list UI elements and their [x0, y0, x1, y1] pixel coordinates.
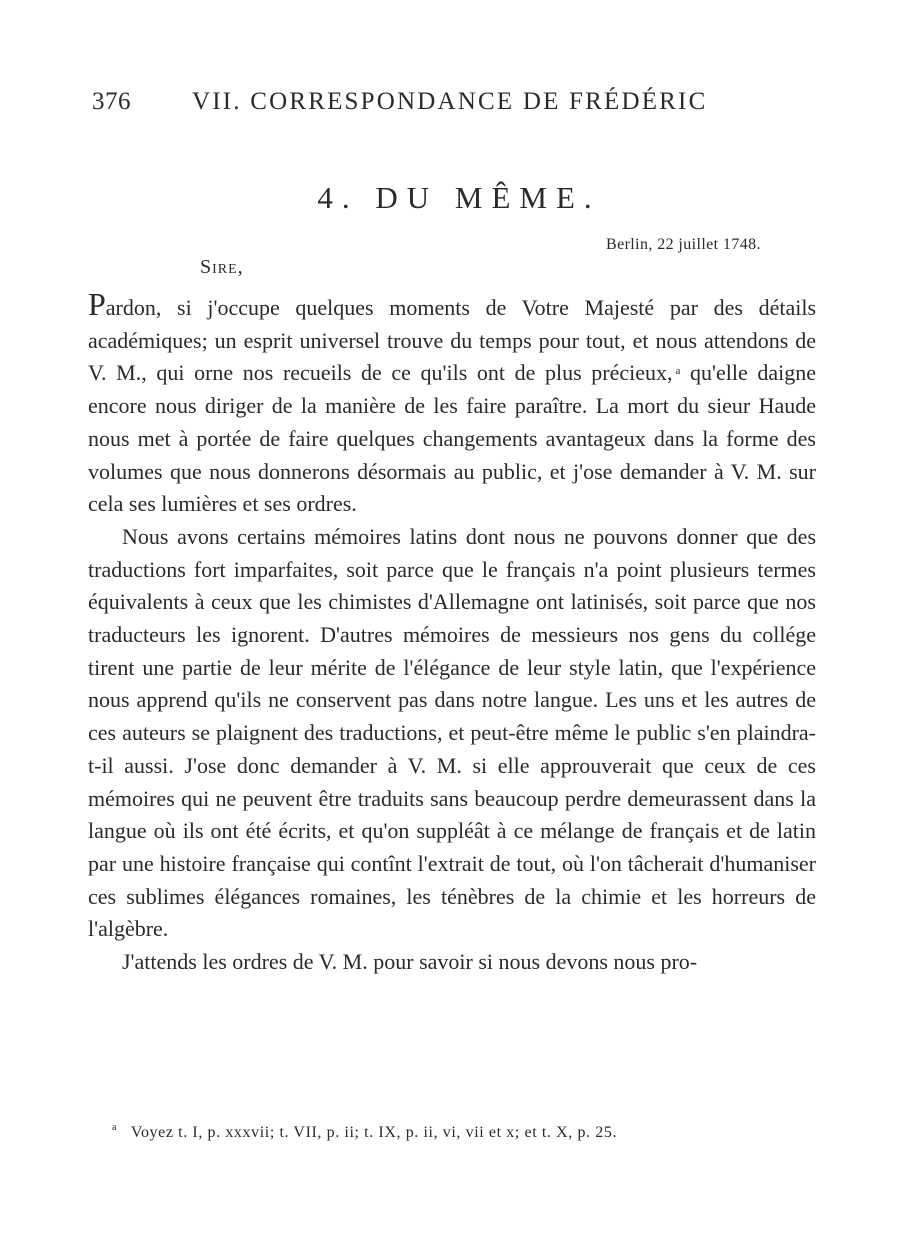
running-head — [92, 88, 732, 116]
paragraph-1-text: Pardon, si j'occupe quelques moments de Votre Majesté par des détails académiques; un esprit universel trouve du temps pour tout, et nous attendons de V. M., qui orne nos recueils de ce qu'ils ont de plus précieux, — [88, 286, 816, 386]
paragraph-1-text-continued: qu'elle daigne encore nous diriger de la manière de les faire paraître. La mort du sieur Haude nous met à portée de faire quelques changements avantageux dans la forme des volumes que nous donnerons désormais au public, et j'ose demander à V. M. sur cela ses lumières et ses ordres. — [88, 360, 816, 517]
footnote — [112, 1124, 617, 1142]
footnote-text: Voyez t. I, p. xxxvii; t. VII, p. ii; t. IX, p. ii, vi, vii et x; et t. X, p. 25. — [130, 1124, 618, 1141]
paragraph-1 — [88, 286, 816, 521]
paragraph-2: Nous avons certains mémoires latins dont nous ne pouvons donner que des traductions fort imparfaites, soit parce que le français n'a point plusieurs termes équivalents à ceux que les chimistes d'Allemagne ont latinisés, soit parce que nos traducteurs les ignorent. D'autres mémoires de messieurs nos gens du collége tirent une partie de leur mérite de l'élégance de leur style latin, que l'expérience nous apprend qu'ils ne conservent pas dans notre langue. Les uns et les autres de ces auteurs se plaignent des traductions, et peut-être même le public s'en plaindra-t-il aussi. J'ose donc demander à V. M. si elle approuverait que ceux de ces mémoires qui ne peuvent être traduits sans beaucoup perdre demeurassent dans la langue où ils ont été écrits, et qu'on suppléât à ce mélange de français et de latin par une histoire française qui contînt l'extrait de tout, où l'on tâcherait d'humaniser ces sublimes élégances romaines, les ténèbres de la chimie et les horreurs de l'algèbre. — [88, 523, 816, 942]
letter-body — [88, 286, 816, 979]
footnote-ref-marker: a — [675, 365, 681, 378]
paragraph-3: J'attends les ordres de V. M. pour savoir si nous devons nous pro- — [122, 949, 698, 975]
letter-salutation: Sire, — [200, 256, 244, 278]
page-number: 376 — [92, 88, 131, 115]
running-head-title: VII. CORRESPONDANCE DE FRÉDÉRIC — [192, 88, 708, 115]
letter-title: 4. DU MÊME. — [317, 180, 601, 215]
footnote-marker: a — [112, 1122, 118, 1133]
letter-dateline: Berlin, 22 juillet 1748. — [606, 236, 761, 253]
